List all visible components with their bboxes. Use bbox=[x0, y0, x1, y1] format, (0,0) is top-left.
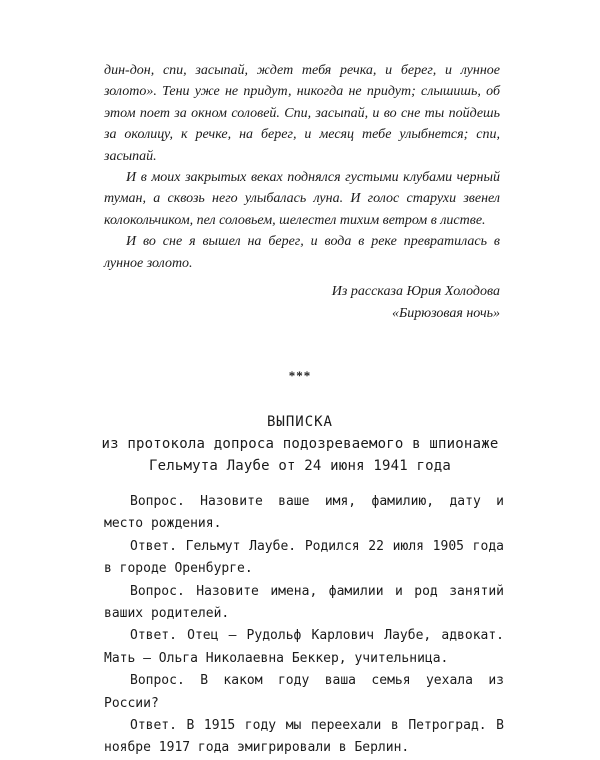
attribution-title: «Бирюзовая ночь» bbox=[391, 306, 500, 321]
excerpt-paragraph: И во сне я вышел на берег, и вода в реке превратилась в лунное золото. bbox=[104, 234, 500, 271]
protocol-entry: Ответ. Отец – Рудольф Карлович Лаубе, адвокат. Мать – Ольга Николаевна Беккер, учительница. bbox=[104, 628, 504, 666]
protocol-entry: Вопрос. Назовите имена, фамилии и род занятий ваших родителей. bbox=[104, 583, 504, 622]
protocol-entry: Ответ. Гельмут Лаубе. Родился 22 июля 1905 года в городе Оренбурге. bbox=[104, 538, 504, 577]
protocol-entry: Вопрос. Назовите ваше имя, фамилию, дату и место рождения. bbox=[104, 494, 504, 532]
section-separator: *** bbox=[288, 368, 312, 383]
literary-excerpt bbox=[104, 60, 500, 274]
excerpt-paragraph: дин-дон, спи, засыпай, ждет тебя речка, и берег, и лунное золото». Тени уже не придут, никогда не придут; слышишь, об этом поет за окном соловей. Спи, засыпай, и во сне ты пойдешь за околицу, к речке, на берег, и месяц тебе улыбнется; спи, засыпай. bbox=[104, 63, 500, 164]
excerpt-paragraph: И в моих закрытых веках поднялся густыми клубами черный туман, а сквозь него улыбалась луна. И голос старухи звенел колокольчиком, пел соловьем, шелестел тихим ветром в листве. bbox=[104, 170, 500, 228]
protocol-entry: Вопрос. В каком году ваша семья уехала из России? bbox=[104, 673, 504, 711]
document-subtitle: из протокола допроса подозреваемого в шпионаже bbox=[101, 436, 499, 452]
interrogation-protocol bbox=[104, 491, 504, 760]
document-title: ВЫПИСКА bbox=[266, 414, 333, 430]
protocol-entry: Ответ. В 1915 году мы переехали в Петроград. В ноябре 1917 года эмигрировали в Берлин. bbox=[104, 718, 504, 756]
attribution-author: Из рассказа Юрия Холодова bbox=[331, 284, 500, 299]
document-subtitle: Гельмута Лаубе от 24 июня 1941 года bbox=[148, 458, 451, 474]
